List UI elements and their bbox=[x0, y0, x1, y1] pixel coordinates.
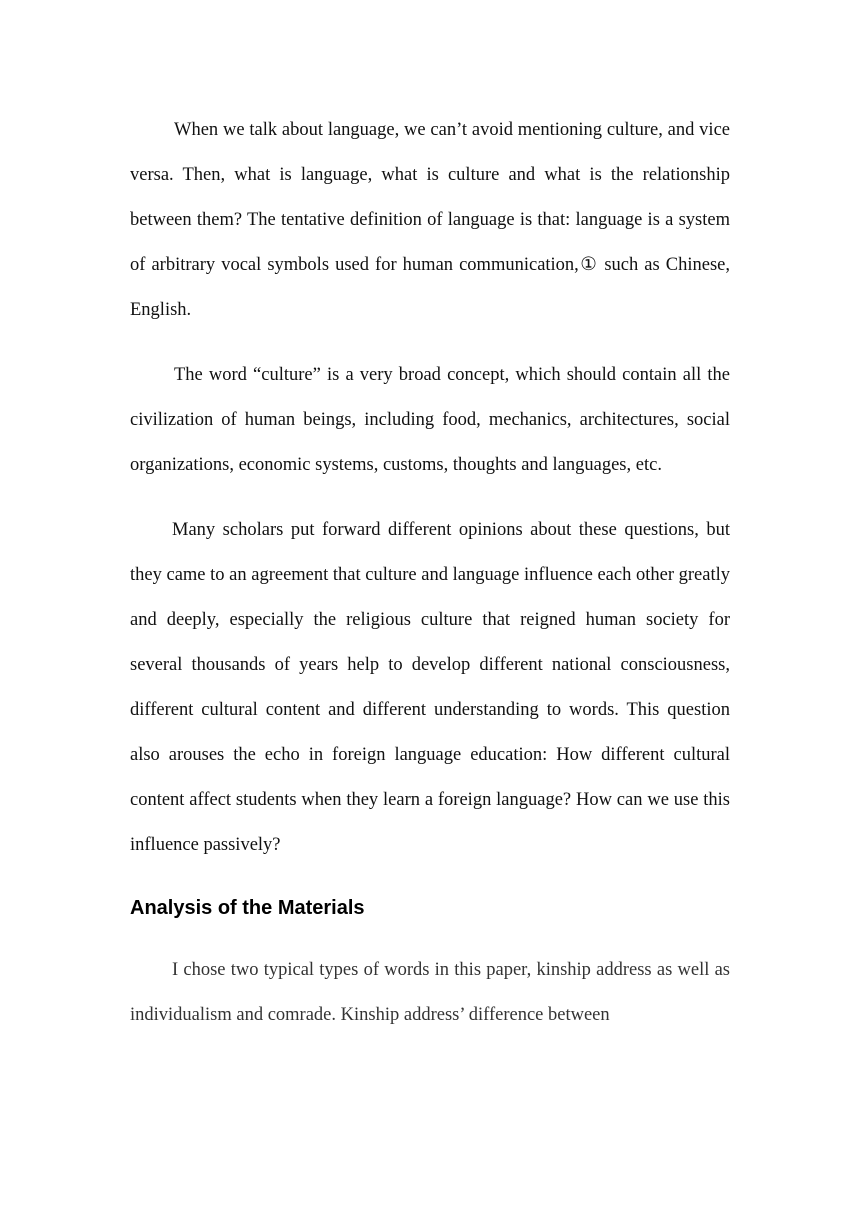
section-heading: Analysis of the Materials bbox=[130, 897, 365, 919]
paragraph-language-definition: When we talk about language, we can’t avoid mentioning culture, and vice versa. Then, what is language, what is culture and what is the relationship between them? The tentative definition of language is that: language is a system of arbitrary vocal symbols used for human communication,① such as Chinese, English. bbox=[130, 120, 730, 320]
paragraph-culture-concept: The word “culture” is a very broad concept, which should contain all the civilization of human beings, including food, mechanics, architectures, social organizations, economic systems, customs, thoughts and languages, etc. bbox=[130, 365, 730, 475]
document-page bbox=[130, 108, 730, 1058]
paragraph-materials: I chose two typical types of words in this paper, kinship address as well as individualism and comrade. Kinship address’ difference between bbox=[130, 960, 730, 1025]
paragraph-scholars-opinions: Many scholars put forward different opinions about these questions, but they came to an agreement that culture and language influence each other greatly and deeply, especially the religious culture that reigned human society for several thousands of years help to develop different national consciousness, different cultural content and different understanding to words. This question also arouses the echo in foreign language education: How different cultural content affect students when they learn a foreign language? How can we use this influence passively? bbox=[130, 520, 730, 855]
